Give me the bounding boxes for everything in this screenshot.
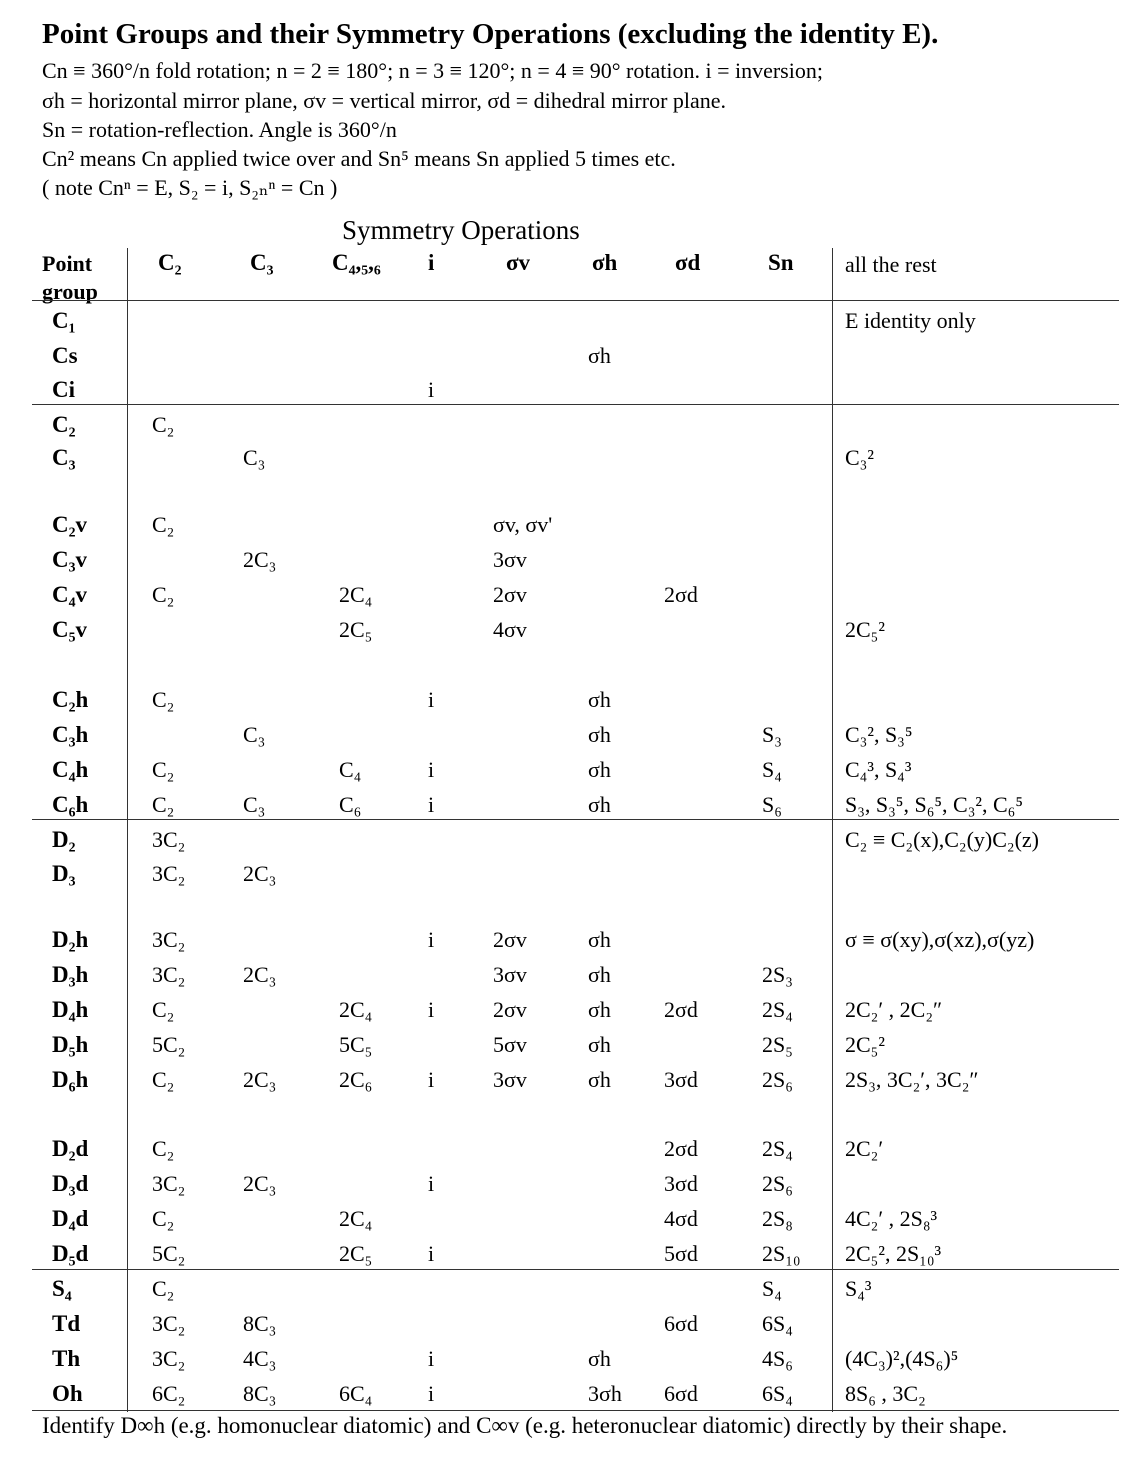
- point-group-cell: Td: [52, 1311, 81, 1336]
- sn-cell: 2S₄: [762, 1136, 793, 1161]
- sigma-d-cell: 5σd: [664, 1241, 698, 1266]
- point-group-cell: C₅v: [52, 617, 88, 642]
- point-group-cell: D₂d: [52, 1136, 89, 1161]
- sigma-v-cell: 2σv: [493, 927, 527, 952]
- sigma-d-cell: 2σd: [664, 582, 698, 607]
- header-c456: C₄,₅,₆: [332, 250, 381, 275]
- sn-cell: S₃: [762, 722, 782, 747]
- table-row: [0, 1028, 1144, 1062]
- c2-cell: 5C₂: [152, 1032, 186, 1057]
- c456-cell: 2C₄: [339, 997, 373, 1022]
- rest-cell: 2C₅²: [845, 617, 885, 642]
- table-row: [0, 1272, 1144, 1306]
- table-row: [0, 613, 1144, 647]
- point-group-cell: D₃h: [52, 962, 89, 987]
- c3-cell: C₃: [243, 722, 266, 747]
- c3-cell: 2C₃: [243, 547, 277, 572]
- c456-cell: 2C₅: [339, 617, 373, 642]
- point-group-cell: C₂: [52, 412, 76, 437]
- c3-cell: 2C₃: [243, 962, 277, 987]
- sigma-h-cell: σh: [588, 722, 611, 747]
- inversion-cell: i: [428, 1067, 435, 1092]
- sigma-h-cell: σh: [588, 1067, 611, 1092]
- table-row: [0, 958, 1144, 992]
- header-sn: Sn: [768, 250, 794, 275]
- rest-cell: 2S₃, 3C₂′, 3C₂″: [845, 1067, 979, 1092]
- header-c3: C₃: [250, 250, 274, 275]
- c2-cell: 3C₂: [152, 861, 186, 886]
- table-row: [0, 788, 1144, 822]
- sigma-d-cell: 2σd: [664, 997, 698, 1022]
- sigma-h-cell: 3σh: [588, 1381, 622, 1406]
- header-sigma-v: σv: [506, 250, 531, 275]
- table-row: [0, 578, 1144, 612]
- sigma-v-cell: 2σv: [493, 582, 527, 607]
- table-row: [0, 1342, 1144, 1376]
- sigma-v-cell: σv, σv': [493, 512, 553, 537]
- table-caption: Symmetry Operations: [342, 215, 580, 245]
- table-row: [0, 1063, 1144, 1097]
- c456-cell: C₆: [339, 792, 362, 817]
- sigma-h-cell: σh: [588, 1346, 611, 1371]
- rest-cell: E identity only: [845, 308, 976, 333]
- sn-cell: 2S₆: [762, 1067, 793, 1092]
- c3-cell: 4C₃: [243, 1346, 277, 1371]
- sn-cell: 4S₆: [762, 1346, 793, 1371]
- c2-cell: C₂: [152, 757, 175, 782]
- divider-header: [32, 300, 1119, 301]
- footer-note: Identify D∞h (e.g. homonuclear diatomic) and C∞v (e.g. heteronuclear diatomic) directly by their shape.: [42, 1413, 1008, 1438]
- sn-cell: S₄: [762, 1276, 782, 1301]
- c2-cell: C₂: [152, 512, 175, 537]
- c2-cell: C₂: [152, 1206, 175, 1231]
- table-row: [0, 823, 1144, 857]
- point-group-cell: C₂v: [52, 512, 88, 537]
- table-row: [0, 683, 1144, 717]
- c456-cell: 2C₄: [339, 582, 373, 607]
- sn-cell: 6S₄: [762, 1311, 793, 1336]
- c3-cell: C₃: [243, 445, 266, 470]
- inversion-cell: i: [428, 1381, 435, 1406]
- sn-cell: 2S₈: [762, 1206, 793, 1231]
- point-group-cell: D₅h: [52, 1032, 89, 1057]
- intro-line-note: ( note Cnⁿ = E, S₂ = i, S₂ₙⁿ = Cn ): [42, 175, 338, 200]
- c2-cell: C₂: [152, 1136, 175, 1161]
- header-all-the-rest: all the rest: [845, 252, 937, 277]
- rest-cell: 4C₂′ , 2S₈³: [845, 1206, 938, 1231]
- sn-cell: 2S₅: [762, 1032, 793, 1057]
- c2-cell: C₂: [152, 1067, 175, 1092]
- rest-cell: C₄³, S₄³: [845, 757, 912, 782]
- sigma-d-cell: 6σd: [664, 1311, 698, 1336]
- point-group-cell: Cs: [52, 343, 78, 368]
- header-sigma-d: σd: [675, 250, 701, 275]
- rest-cell: (4C₃)²,(4S₆)⁵: [845, 1346, 959, 1371]
- c3-cell: 2C₃: [243, 1171, 277, 1196]
- point-group-cell: C₃v: [52, 547, 88, 572]
- inversion-cell: i: [428, 997, 435, 1022]
- rest-cell: 2C₅²: [845, 1032, 885, 1057]
- rest-cell: 2C₂′ , 2C₂″: [845, 997, 943, 1022]
- inversion-cell: i: [428, 1171, 435, 1196]
- header-sigma-h: σh: [592, 250, 618, 275]
- c2-cell: 5C₂: [152, 1241, 186, 1266]
- sigma-v-cell: 3σv: [493, 1067, 527, 1092]
- intro-line-mirrors: σh = horizontal mirror plane, σv = vertical mirror, σd = dihedral mirror plane.: [42, 88, 727, 113]
- point-group-cell: D₆h: [52, 1067, 89, 1092]
- table-row: [0, 857, 1144, 891]
- table-row: [0, 1377, 1144, 1411]
- c2-cell: 3C₂: [152, 1311, 186, 1336]
- c2-cell: C₂: [152, 792, 175, 817]
- table-row: [0, 408, 1144, 442]
- sn-cell: S₄: [762, 757, 782, 782]
- point-group-cell: C₁: [52, 308, 76, 333]
- sn-cell: 2S₃: [762, 962, 793, 987]
- sn-cell: 2S₁₀: [762, 1241, 801, 1266]
- table-row: [0, 508, 1144, 542]
- c3-cell: C₃: [243, 792, 266, 817]
- point-group-cell: D₅d: [52, 1241, 89, 1266]
- c456-cell: 2C₆: [339, 1067, 373, 1092]
- sigma-h-cell: σh: [588, 757, 611, 782]
- c3-cell: 2C₃: [243, 1067, 277, 1092]
- table-row: [0, 1167, 1144, 1201]
- point-group-cell: C₂h: [52, 687, 89, 712]
- c456-cell: 5C₅: [339, 1032, 373, 1057]
- table-row: [0, 1132, 1144, 1166]
- c2-cell: 6C₂: [152, 1381, 186, 1406]
- point-group-cell: C₆h: [52, 792, 89, 817]
- inversion-cell: i: [428, 687, 435, 712]
- c2-cell: 3C₂: [152, 962, 186, 987]
- c3-cell: 8C₃: [243, 1311, 277, 1336]
- point-group-cell: Th: [52, 1346, 81, 1371]
- sn-cell: 2S₆: [762, 1171, 793, 1196]
- intro-line-powers: Cn² means Cn applied twice over and Sn⁵ means Sn applied 5 times etc.: [42, 146, 676, 171]
- sn-cell: 6S₄: [762, 1381, 793, 1406]
- table-row: [0, 993, 1144, 1027]
- header-inversion: i: [428, 250, 435, 275]
- c2-cell: 3C₂: [152, 827, 186, 852]
- point-group-cell: C₄v: [52, 582, 88, 607]
- sigma-v-cell: 3σv: [493, 962, 527, 987]
- c456-cell: 2C₄: [339, 1206, 373, 1231]
- rest-cell: C₃², S₃⁵: [845, 722, 913, 747]
- table-row: [0, 373, 1144, 407]
- sn-cell: S₆: [762, 792, 782, 817]
- rest-cell: σ ≡ σ(xy),σ(xz),σ(yz): [845, 927, 1035, 952]
- c456-cell: 6C₄: [339, 1381, 373, 1406]
- inversion-cell: i: [428, 377, 435, 402]
- sigma-h-cell: σh: [588, 687, 611, 712]
- c2-cell: C₂: [152, 1276, 175, 1301]
- c3-cell: 2C₃: [243, 861, 277, 886]
- c2-cell: 3C₂: [152, 1171, 186, 1196]
- sigma-v-cell: 5σv: [493, 1032, 527, 1057]
- point-group-cell: D₂h: [52, 927, 89, 952]
- page-title: Point Groups and their Symmetry Operations (excluding the identity E).: [42, 18, 939, 50]
- c2-cell: C₂: [152, 997, 175, 1022]
- inversion-cell: i: [428, 1346, 435, 1371]
- c2-cell: C₂: [152, 412, 175, 437]
- point-group-cell: C₃h: [52, 722, 89, 747]
- rest-cell: S₃, S₃⁵, S₆⁵, C₃², C₆⁵: [845, 792, 1024, 817]
- sigma-h-cell: σh: [588, 962, 611, 987]
- inversion-cell: i: [428, 792, 435, 817]
- point-group-cell: D₃: [52, 861, 76, 886]
- rest-cell: C₂ ≡ C₂(x),C₂(y)C₂(z): [845, 827, 1040, 852]
- table-row: [0, 753, 1144, 787]
- sigma-h-cell: σh: [588, 997, 611, 1022]
- sn-cell: 2S₄: [762, 997, 793, 1022]
- sigma-d-cell: 3σd: [664, 1171, 698, 1196]
- c456-cell: 2C₅: [339, 1241, 373, 1266]
- point-group-cell: Oh: [52, 1381, 83, 1406]
- c2-cell: 3C₂: [152, 927, 186, 952]
- table-row: [0, 304, 1144, 338]
- point-group-cell: C₄h: [52, 757, 89, 782]
- rest-cell: C₃²: [845, 445, 874, 470]
- sigma-v-cell: 2σv: [493, 997, 527, 1022]
- sigma-d-cell: 6σd: [664, 1381, 698, 1406]
- table-row: [0, 543, 1144, 577]
- sigma-h-cell: σh: [588, 927, 611, 952]
- table-row: [0, 1237, 1144, 1271]
- c2-cell: C₂: [152, 687, 175, 712]
- rest-cell: 2C₂′: [845, 1136, 884, 1161]
- point-group-cell: D₄h: [52, 997, 89, 1022]
- intro-line-rotation-reflection: Sn = rotation-reflection. Angle is 360°/n: [42, 117, 397, 142]
- sigma-h-cell: σh: [588, 1032, 611, 1057]
- table-row: [0, 1307, 1144, 1341]
- inversion-cell: i: [428, 1241, 435, 1266]
- sigma-h-cell: σh: [588, 343, 611, 368]
- point-group-cell: C₃: [52, 445, 76, 470]
- point-group-cell: D₂: [52, 827, 76, 852]
- point-group-cell: D₄d: [52, 1206, 89, 1231]
- c2-cell: 3C₂: [152, 1346, 186, 1371]
- header-point-group: Point group: [42, 251, 98, 304]
- rest-cell: 2C₅², 2S₁₀³: [845, 1241, 942, 1266]
- sigma-d-cell: 4σd: [664, 1206, 698, 1231]
- table-row: [0, 1202, 1144, 1236]
- point-group-cell: S₄: [52, 1276, 72, 1301]
- point-group-cell: D₃d: [52, 1171, 89, 1196]
- sigma-v-cell: 3σv: [493, 547, 527, 572]
- intro-line-rotation: Cn ≡ 360°/n fold rotation; n = 2 ≡ 180°; n = 3 ≡ 120°; n = 4 ≡ 90° rotation. i = inversion;: [42, 58, 823, 83]
- sigma-v-cell: 4σv: [493, 617, 527, 642]
- c456-cell: C₄: [339, 757, 362, 782]
- rest-cell: 8S₆ , 3C₂: [845, 1381, 926, 1406]
- header-c2: C₂: [158, 250, 182, 275]
- sigma-h-cell: σh: [588, 792, 611, 817]
- table-row: [0, 339, 1144, 373]
- point-group-cell: Ci: [52, 377, 75, 402]
- c2-cell: C₂: [152, 582, 175, 607]
- inversion-cell: i: [428, 927, 435, 952]
- sigma-d-cell: 3σd: [664, 1067, 698, 1092]
- inversion-cell: i: [428, 757, 435, 782]
- table-row: [0, 441, 1144, 475]
- sigma-d-cell: 2σd: [664, 1136, 698, 1161]
- table-row: [0, 923, 1144, 957]
- rest-cell: S₄³: [845, 1276, 872, 1301]
- table-row: [0, 718, 1144, 752]
- c3-cell: 8C₃: [243, 1381, 277, 1406]
